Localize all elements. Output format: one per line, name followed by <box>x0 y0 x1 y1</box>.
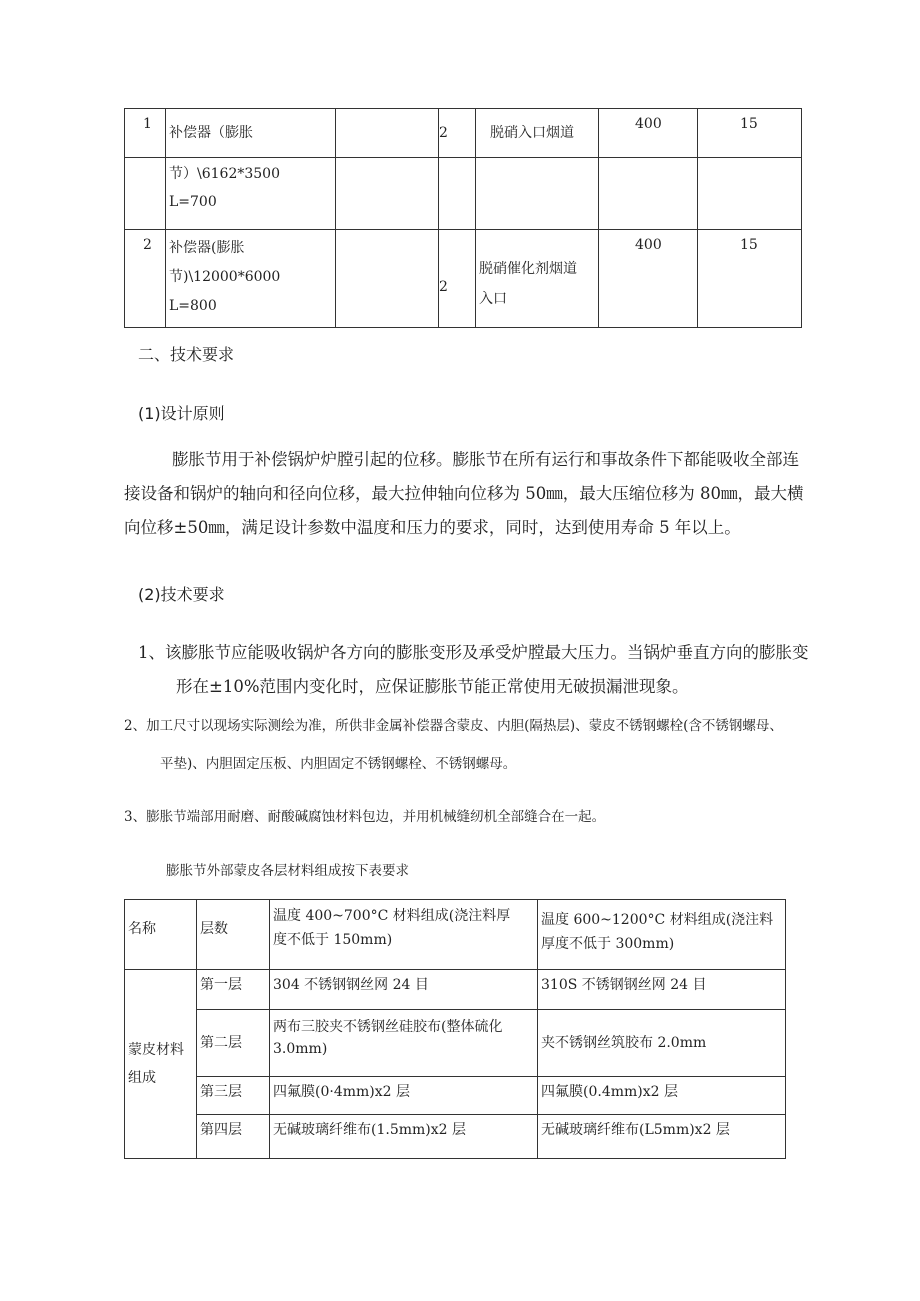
group-label-line: 组成 <box>128 1070 156 1086</box>
location <box>476 230 599 328</box>
quantity: 2 <box>439 109 476 158</box>
value-a: 400 <box>599 230 698 328</box>
empty-cell <box>476 158 599 230</box>
table-row <box>125 1115 786 1159</box>
header-line: 温度 400~700°C 材料组成(浇注料厚 <box>273 908 511 924</box>
high-temp-material: 四氟膜(0.4mm)x2 层 <box>538 1077 786 1115</box>
header-low-temp <box>270 900 538 970</box>
list-item <box>138 636 898 704</box>
section-title: 二、技术要求 <box>138 345 235 364</box>
paragraph-line: 向位移±50㎜，满足设计参数中温度和压力的要求，同时，达到使用寿命 5 年以上。 <box>124 518 741 537</box>
table-row <box>125 109 802 158</box>
empty-cell <box>698 158 802 230</box>
subsection-title: (2)技术要求 <box>138 585 225 604</box>
item-name-line: L=700 <box>169 194 217 210</box>
empty-cell <box>125 158 166 230</box>
subsection-title: (1)设计原则 <box>138 404 225 423</box>
paragraph-line: 膨胀节用于补偿锅炉炉膛引起的位移。膨胀节在所有运行和事故条件下都能吸收全部连 <box>172 450 799 469</box>
item-name-line: L=800 <box>169 298 217 314</box>
value-a: 400 <box>599 109 698 158</box>
header-name: 名称 <box>125 900 197 970</box>
list-item: 3、膨胀节端部用耐磨、耐酸碱腐蚀材料包边，并用机械缝纫机全部缝合在一起。 <box>124 809 606 825</box>
table-row <box>125 1010 786 1077</box>
low-temp-material: 无碱玻璃纤维布(1.5mm)x2 层 <box>270 1115 538 1159</box>
empty-cell <box>599 158 698 230</box>
equipment-table <box>124 108 802 328</box>
location-line: 脱硝催化剂烟道 <box>479 260 577 277</box>
item-name-line: 补偿器(膨胀 <box>169 240 245 256</box>
layer-label: 第三层 <box>197 1077 270 1115</box>
empty-cell <box>336 109 439 158</box>
list-item-line: 2、加工尺寸以现场实际测绘为准，所供非金属补偿器含蒙皮、内胆(隔热层)、蒙皮不锈钢螺栓(含不锈钢螺母、 <box>124 718 783 734</box>
layer-label: 第二层 <box>197 1010 270 1077</box>
layer-label: 第一层 <box>197 970 270 1010</box>
table-row <box>125 1077 786 1115</box>
high-temp-material: 夹不锈钢丝筑胶布 2.0mm <box>538 1010 786 1077</box>
quantity: 2 <box>439 230 476 328</box>
paragraph-line: 接设备和锅炉的轴向和径向位移，最大拉伸轴向位移为 50㎜，最大压缩位移为 80㎜，最大横 <box>124 484 804 503</box>
row-number: 1 <box>125 109 166 158</box>
header-layers: 层数 <box>197 900 270 970</box>
list-item-line: 1、该膨胀节应能吸收锅炉各方向的膨胀变形及承受炉膛最大压力。当锅炉垂直方向的膨胀变 <box>138 643 809 662</box>
location-line: 入口 <box>479 290 507 307</box>
item-name <box>166 230 336 328</box>
empty-cell <box>439 158 476 230</box>
material-table <box>124 899 786 1159</box>
row-number: 2 <box>125 230 166 328</box>
material-line: 两布三胶夹不锈钢丝硅胶布(整体硫化 <box>273 1019 503 1035</box>
header-line: 厚度不低于 300mm) <box>541 936 675 952</box>
list-item-line: 形在±10%范围内变化时，应保证膨胀节能正常使用无破损漏泄现象。 <box>176 677 689 696</box>
header-high-temp <box>538 900 786 970</box>
value-b: 15 <box>698 109 802 158</box>
high-temp-material: 无碱玻璃纤维布(L5mm)x2 层 <box>538 1115 786 1159</box>
table-row <box>125 158 802 230</box>
high-temp-material: 310S 不锈钢钢丝网 24 目 <box>538 970 786 1010</box>
item-name-line: 节）\6162*3500 <box>169 166 280 182</box>
group-label-line: 蒙皮材料 <box>128 1042 184 1058</box>
table-row <box>125 230 802 328</box>
header-line: 度不低于 150mm) <box>273 932 393 948</box>
layer-label: 第四层 <box>197 1115 270 1159</box>
item-name-cont <box>166 158 336 230</box>
paragraph <box>124 443 894 545</box>
list-item <box>124 711 914 779</box>
material-line: 3.0mm) <box>273 1041 328 1057</box>
empty-cell <box>336 230 439 328</box>
table-row <box>125 970 786 1010</box>
table-caption: 膨胀节外部蒙皮各层材料组成按下表要求 <box>166 863 409 879</box>
low-temp-material <box>270 1010 538 1077</box>
low-temp-material: 四氟膜(0·4mm)x2 层 <box>270 1077 538 1115</box>
location: 脱硝入口烟道 <box>476 109 599 158</box>
item-name-line: 节)\12000*6000 <box>169 269 281 285</box>
list-item-line: 平垫)、内胆固定压板、内胆固定不锈钢螺栓、不锈钢螺母。 <box>160 756 517 772</box>
table-header-row <box>125 900 786 970</box>
empty-cell <box>336 158 439 230</box>
group-label <box>125 970 197 1159</box>
low-temp-material: 304 不锈钢钢丝网 24 目 <box>270 970 538 1010</box>
header-line: 温度 600~1200°C 材料组成(浇注料 <box>541 912 774 928</box>
item-name: 补偿器（膨胀 <box>166 109 336 158</box>
value-b: 15 <box>698 230 802 328</box>
